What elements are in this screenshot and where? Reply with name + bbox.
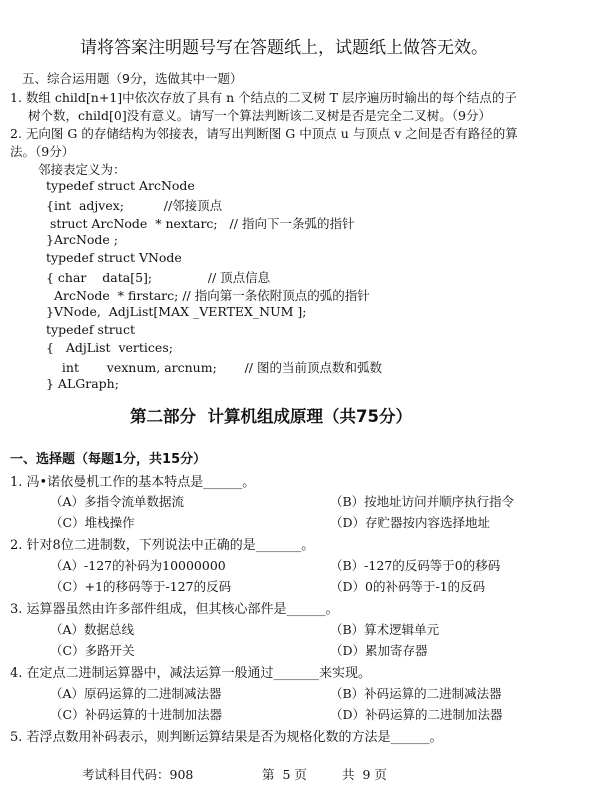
option-a: （A）多指令流单数据流 [50,494,185,509]
option-a: （A）数据总线 [50,622,135,637]
q1-text-line2: 树个数，child[0]没有意义。请写一个算法判断该二叉树是否是完全二叉树。（9分） [28,108,491,123]
option-b: （B）算术逻辑单元 [330,622,440,637]
question-stem: 1. 冯•诺依曼机工作的基本特点是______。 [10,475,256,490]
option-c: （C）+1的移码等于-127的反码 [50,579,232,594]
page-number: 第 5 页 [262,767,307,782]
subject-code: 考试科目代码：908 [82,767,194,782]
option-d: （D）0的补码等于-1的反码 [330,579,486,594]
option-d: （D）存贮器按内容选择地址 [330,515,491,530]
code-line: typedef struct VNode [46,250,182,265]
option-c: （C）补码运算的十进制加法器 [50,707,223,722]
code-line: }VNode, AdjList[MAX _VERTEX_NUM ]; [46,304,307,319]
option-b: （B）补码运算的二进制减法器 [330,686,502,701]
option-d: （D）补码运算的二进制加法器 [330,707,503,722]
part-two-title: 第二部分 计算机组成原理（共75分） [130,407,412,426]
section-five-title: 五、综合运用题（9分，选做其中一题） [22,71,243,86]
code-line: } ALGraph; [46,376,119,391]
code-line: int vexnum, arcnum; // 图的当前顶点数和弧数 [46,360,382,375]
q2-text-line1: 2. 无向图 G 的存储结构为邻接表，请写出判断图 G 中顶点 u 与顶点 v 之间是否有路径的算 [10,126,518,141]
q2-text-line2: 法。（9分） [10,144,75,159]
question-stem: 4. 在定点二进制运算器中，减法运算一般通过_______来实现。 [10,666,372,681]
question-stem: 5. 若浮点数用补码表示，则判断运算结果是否为规格化数的方法是______。 [10,730,443,745]
option-d: （D）累加寄存器 [330,643,428,658]
option-b: （B）按地址访问并顺序执行指令 [330,494,515,509]
code-line: }ArcNode ; [46,232,119,247]
question-stem: 3. 运算器虽然由许多部件组成，但其核心部件是______。 [10,602,339,617]
code-line: ArcNode * firstarc; // 指向第一条依附顶点的弧的指针 [46,288,370,303]
option-b: （B）-127的反码等于0的移码 [330,558,501,573]
code-line: struct ArcNode * nextarc; // 指向下一条弧的指针 [46,216,355,231]
question-stem: 2. 针对8位二进制数，下列说法中正确的是_______。 [10,538,315,553]
code-line: typedef struct [46,322,135,337]
code-line: { AdjList vertices; [46,340,173,355]
code-line: { char data[5]; // 顶点信息 [46,270,271,285]
page-total: 共 9 页 [342,767,387,782]
adjacency-def-label: 邻接表定义为： [38,162,126,177]
option-c: （C）堆栈操作 [50,515,135,530]
option-c: （C）多路开关 [50,643,135,658]
choice-section-title: 一、选择题（每题1分，共15分） [10,452,207,467]
code-line: typedef struct ArcNode [46,178,195,193]
code-line: {int adjvex; //邻接顶点 [46,198,223,213]
answer-notice: 请将答案注明题号写在答题纸上，试题纸上做答无效。 [80,38,488,58]
option-a: （A）-127的补码为10000000 [50,558,226,573]
q1-text-line1: 1. 数组 child[n+1]中依次存放了具有 n 个结点的二叉树 T 层序遍历时输出的每个结点的子 [10,90,517,105]
option-a: （A）原码运算的二进制减法器 [50,686,222,701]
